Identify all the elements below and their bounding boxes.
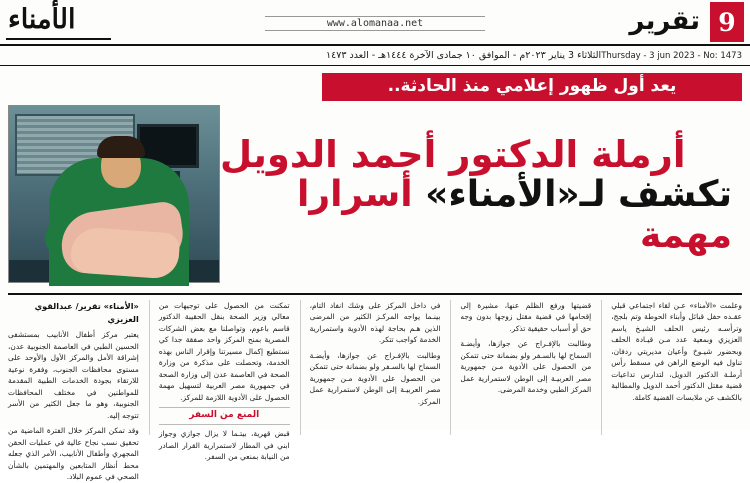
article-column-5 xyxy=(601,300,742,435)
paragraph: في داخل المركز على وشك انفاد التام، بينـما يواجه المركـز الكثير من المرضى الذين هـم بحاجة لهذه الأدوية واستمرارية الخدمة كواجب تتكر. xyxy=(309,301,441,345)
article-photo xyxy=(8,105,220,283)
newspaper-logo: الأمناء xyxy=(8,4,76,35)
logo-rule xyxy=(6,38,111,40)
paragraph: وعلمت «الأمناء» عـن لقاء اجتماعي قبلي عقـده حفل قبائل وأبناء الحوطة وتم بلجج، وترأسـه رئيس الحلف الشيـخ ياسم العزيزي وبمعية عدد مـن قيـادة الحلف وبحضور شيـوخ وأعيان مديريتي ردفان، تناول فيه الوضع الراهن في مسقط رأس أرملـة الدكتور الدويل، لتدارس تداعيات قضية مقتل الدكتور أحمد الدويل والمطالبة بالكشف عن ملابسات القضية كاملة. xyxy=(611,301,742,402)
article-column-2 xyxy=(149,300,290,462)
headline-block xyxy=(220,105,742,285)
headline-line-1: أرملة الدكتور أحمد الدويل xyxy=(220,132,686,176)
article-column-1 xyxy=(8,300,139,482)
article-column-3 xyxy=(300,300,441,435)
section-title: تقرير xyxy=(629,6,700,36)
article-body xyxy=(8,293,742,482)
kicker-bar xyxy=(8,73,742,101)
paragraph: وطالبت بالإفـراج عن جوازها، وأيضـة السماح لها بالسـفر ولو بضمانة حتى تتمكن من الحصول على الأدوية مـن جمهورية مصر العربيـة إلى الوطن لاستمرارية عمل المركز. xyxy=(309,350,441,406)
hero-section xyxy=(8,105,742,285)
paragraph: وطالبت بالإفـراج عن جوازها، وأيضـة السماح لها بالسـفر ولو بضمانة حتى تتمكن من الحصول على الأدوية مـن جمهورية مصر العربيـة إلى الوطن لاستمرارية عمل المركز الطبي وخدمة المرضى. xyxy=(460,339,592,395)
paragraph: قبض قهرية، بيتـما لا يزال جوازي وجواز ابني في المطار لاستمرارية القرار الصادر من النيابة بمنعي من السفر. xyxy=(158,429,290,462)
masthead xyxy=(0,0,750,46)
dateline-arabic: الثلاثاء 3 يناير ٢٠٢٣م - الموافق ١٠ جمادى الآخرة ١٤٤٤هـ - العدد ١٤٧٣ xyxy=(326,50,602,61)
paragraph: قضيتها ورفع الظلم عنها، مشيرة إلى إقحامها في قضية مقتل زوجها بدون وجه حق أو أسباب حقيقية تذكر. xyxy=(460,301,592,333)
byline: «الأمناء» تقرير/ عبدالقوي العزيزي xyxy=(34,301,139,324)
headline-line-2-prefix: تكشف لـ«الأمناء» xyxy=(425,174,732,216)
site-url[interactable]: www.alomanaa.net xyxy=(265,16,485,31)
paragraph: يعتبر مركز أطفال الأنابيب بمستشفى الحسين الطبي في العاصمة الجنوبية عدن، إشراقة الأمل والمركز الأول والأوحد على مستوى محافظات الجنوب، وفقرة نوعية للارتقاء بجودة الخدمات الطبية المقدمة للمواطنين في مختلف المحافظات الجنوبية، وهو ما جعل الكثير من الأسر تتوجه إليه. xyxy=(8,330,139,420)
dateline-english: Thursday - 3 jun 2023 - No: 1473 xyxy=(601,50,742,61)
newborn-two xyxy=(70,226,181,279)
doctor-hair xyxy=(97,136,145,158)
dateline xyxy=(0,46,750,66)
subheading-travel-ban: المنع من السفر xyxy=(159,407,290,425)
headline-line-2 xyxy=(220,175,732,256)
page-number: 9 xyxy=(710,2,744,42)
article-column-4 xyxy=(450,300,591,435)
kicker-text: يعد أول ظهور إعلامي منذ الحادثة.. xyxy=(322,73,742,101)
headline-line-2-suffix: أسرارا مهمة xyxy=(297,174,732,256)
paragraph: وقد تمكن المركز خلال الفترة الماضية من تحقيق نسب نجاح عالية في عمليات الحقن المجهري وأطفال الأنابيب، الأمر الذي جعله محط أنظار المتابعين والمهتمين بالشأن الصحي في عموم البلاد. xyxy=(8,426,139,482)
paragraph: تمكنت من الحصول على توجيهات من معالي وزير الصحة بنقل الحقيبة الدكتور قاسم باعوم، وتواصلنا مع بعض الشركات المصرية بمنح المركز واحد صفقة جدا كي نستطيع إكمال مسيرتنا وإقرار الناس بهذه الخدمة، وتحصلت على مذكرة من وزارة الصحة في العاصمة عدن إلى وزارة الصحة في جمهورية مصر العربية لتسهيل مهمة الحصول على الأدوية اللازمة للمركز. xyxy=(158,301,290,402)
